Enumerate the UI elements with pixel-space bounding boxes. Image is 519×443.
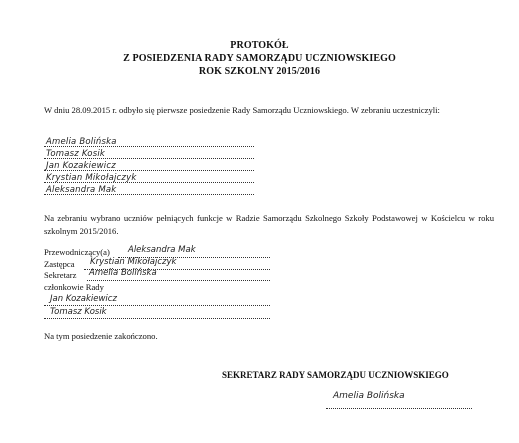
election-paragraph: Na zebraniu wybrano uczniów pełniących funkcje w Radzie Samorządu Szkolnego Szkoły Podstawowej w Kościelcu w roku szkolnym 2015/2016. [44, 213, 494, 236]
dotted-line [44, 318, 270, 319]
attendee-name: Aleksandra Mak [46, 185, 117, 195]
member-name: Jan Kozakiewicz [50, 294, 117, 304]
members-label: członkowie Rady [44, 282, 104, 292]
closing-paragraph: Na tym posiedzenie zakończono. [44, 331, 158, 341]
attendee-row [44, 160, 254, 171]
attendee-row [44, 148, 254, 159]
secretary-name: Amelia Bolińska [89, 268, 157, 278]
attendee-name: Amelia Bolińska [46, 137, 117, 147]
document-title: PROTOKÓŁ [230, 40, 289, 51]
chair-label: Przewodniczący(a) [44, 247, 110, 257]
attendee-name: Tomasz Kosik [46, 149, 106, 159]
member-name: Tomasz Kosik [50, 307, 107, 317]
deputy-name: Krystian Mikołajczyk [90, 257, 177, 267]
attendee-row [44, 184, 254, 195]
school-year: ROK SZKOLNY 2015/2016 [198, 66, 321, 77]
deputy-label: Zastępca [44, 259, 75, 269]
dotted-line [87, 280, 270, 281]
signature-name: Amelia Bolińska [333, 391, 405, 401]
attendee-row [44, 136, 254, 147]
secretary-label: Sekretarz [44, 270, 77, 280]
intro-paragraph: W dniu 28.09.2015 r. odbyło się pierwsze posiedzenie Rady Samorządu Uczniowskiego. W zebraniu uczestniczyli: [44, 105, 440, 115]
attendee-name: Krystian Mikołajczyk [46, 173, 137, 183]
document-subtitle: Z POSIEDZENIA RADY SAMORZĄDU UCZNIOWSKIEGO [123, 53, 396, 64]
attendee-name: Jan Kozakiewicz [46, 161, 116, 171]
signature-title: SEKRETARZ RADY SAMORZĄDU UCZNIOWSKIEGO [222, 370, 449, 380]
dotted-line [44, 305, 270, 306]
chair-name: Aleksandra Mak [128, 245, 196, 255]
attendee-row [44, 172, 254, 183]
